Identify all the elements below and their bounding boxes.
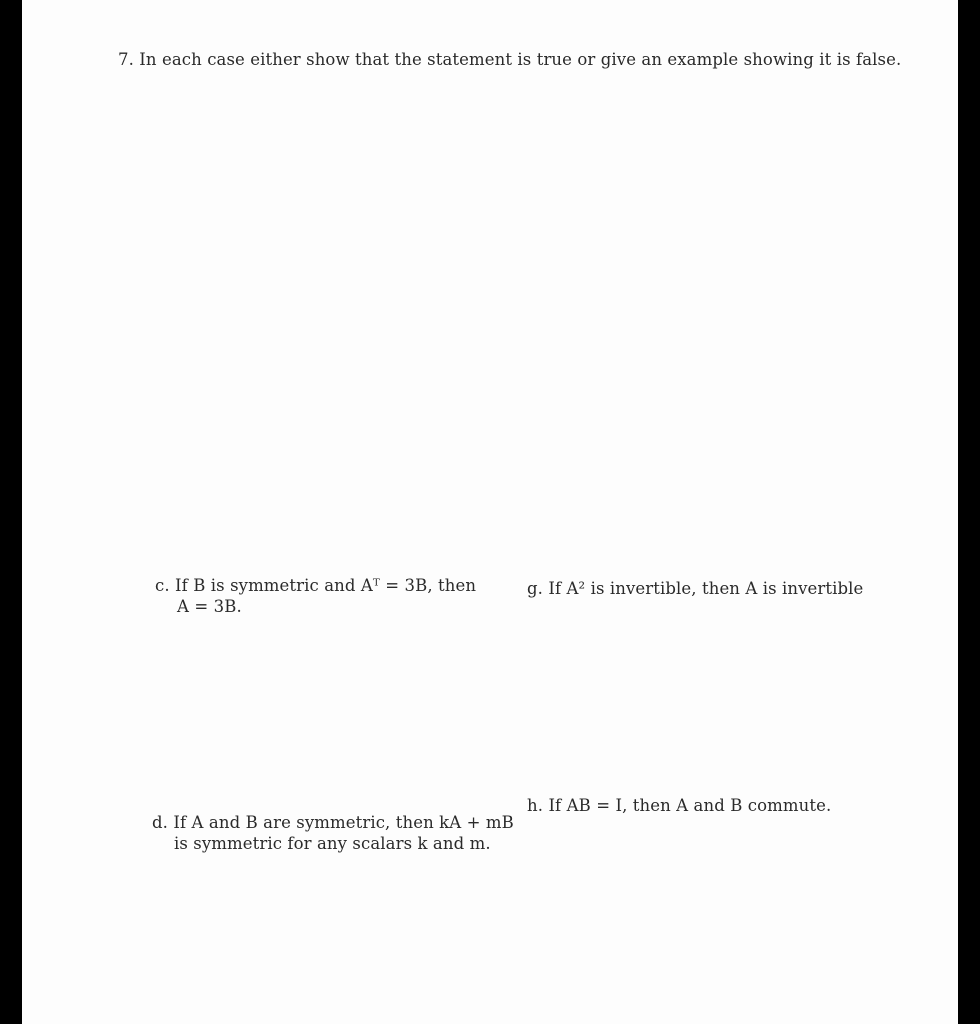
item-d-line2: is symmetric for any scalars k and m. — [174, 834, 491, 853]
item-d-line1: If A and B are symmetric, then kA + mB — [173, 813, 514, 832]
item-c-line2: A = 3B. — [177, 597, 242, 616]
item-d — [152, 812, 514, 854]
item-h-label: h. — [527, 796, 544, 815]
item-g-text: If A² is invertible, then A is invertible — [548, 579, 864, 598]
item-d-label: d. — [152, 813, 169, 832]
item-h-text: If AB = I, then A and B commute. — [548, 796, 832, 815]
item-h — [527, 795, 831, 816]
item-c — [155, 575, 476, 617]
item-g-label: g. — [527, 579, 544, 598]
item-c-line1: If B is symmetric and Aᵀ = 3B, then — [175, 576, 477, 595]
document-page — [22, 0, 958, 1024]
item-g — [527, 578, 863, 599]
problem-title: 7. In each case either show that the statement is true or give an example showing it is false. — [118, 50, 902, 69]
item-c-label: c. — [155, 576, 170, 595]
